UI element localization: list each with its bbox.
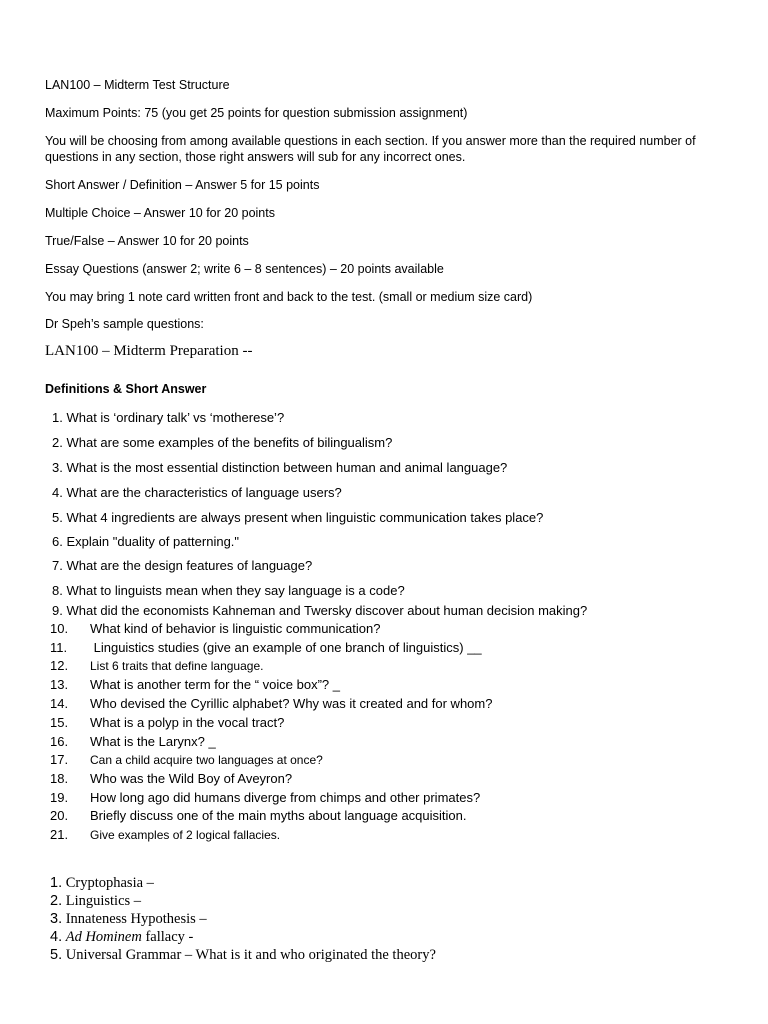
term-item: 1. Cryptophasia – [50,875,154,891]
list-item: 7. What are the design features of language? [52,558,313,573]
list-item: 6. Explain "duality of patterning." [52,534,240,549]
list-item: 17. Can a child acquire two languages at once? [50,752,323,767]
list-item: 9. What did the economists Kahneman and Twersky discover about human decision making? [52,603,588,618]
list-item: 10. What kind of behavior is linguistic communication? [50,621,381,636]
list-item: 1. What is ‘ordinary talk’ vs ‘motherese’? [52,410,285,425]
max-points: Maximum Points: 75 (you get 25 points for question submission assignment) [45,106,468,120]
list-item: 20. Briefly discuss one of the main myths about language acquisition. [50,808,467,823]
list-item: 16. What is the Larynx? _ [50,734,216,749]
list-item: 11. Linguistics studies (give an example of one branch of linguistics) __ [50,640,482,655]
list-item: 5. What 4 ingredients are always present when linguistic communication takes place? [52,510,544,525]
list-item: 13. What is another term for the “ voice box”? _ [50,677,340,692]
term-item: 3. Innateness Hypothesis – [50,911,207,927]
list-item: 21. Give examples of 2 logical fallacies. [50,827,281,842]
choosing-note: You will be choosing from among available questions in each section. If you answer more than the required number of questions in any section, those right answers will sub for any incorrect ones. [45,134,696,164]
term-item: 4. Ad Hominem fallacy - [50,929,194,945]
list-item: 12. List 6 traits that define language. [50,658,264,673]
term-item: 5. Universal Grammar – What is it and who originated the theory? [50,947,436,963]
prep-title: LAN100 – Midterm Preparation -- [45,343,253,359]
list-item: 4. What are the characteristics of language users? [52,485,342,500]
term-item: 2. Linguistics – [50,893,142,909]
multiple-choice-line: Multiple Choice – Answer 10 for 20 points [45,206,275,220]
doc-title: LAN100 – Midterm Test Structure [45,78,230,92]
list-item: 18. Who was the Wild Boy of Aveyron? [50,771,293,786]
sample-questions-label: Dr Speh’s sample questions: [45,317,204,331]
true-false-line: True/False – Answer 10 for 20 points [45,234,249,248]
list-item: 2. What are some examples of the benefits of bilingualism? [52,435,393,450]
list-item: 8. What to linguists mean when they say language is a code? [52,583,405,598]
list-item: 3. What is the most essential distinction between human and animal language? [52,460,508,475]
section-heading: Definitions & Short Answer [45,382,207,396]
essay-line: Essay Questions (answer 2; write 6 – 8 sentences) – 20 points available [45,262,444,276]
short-answer-line: Short Answer / Definition – Answer 5 for 15 points [45,178,320,192]
note-card-line: You may bring 1 note card written front and back to the test. (small or medium size card) [45,290,533,304]
list-item: 15. What is a polyp in the vocal tract? [50,715,285,730]
list-item: 19. How long ago did humans diverge from chimps and other primates? [50,790,481,805]
list-item: 14. Who devised the Cyrillic alphabet? Why was it created and for whom? [50,696,493,711]
